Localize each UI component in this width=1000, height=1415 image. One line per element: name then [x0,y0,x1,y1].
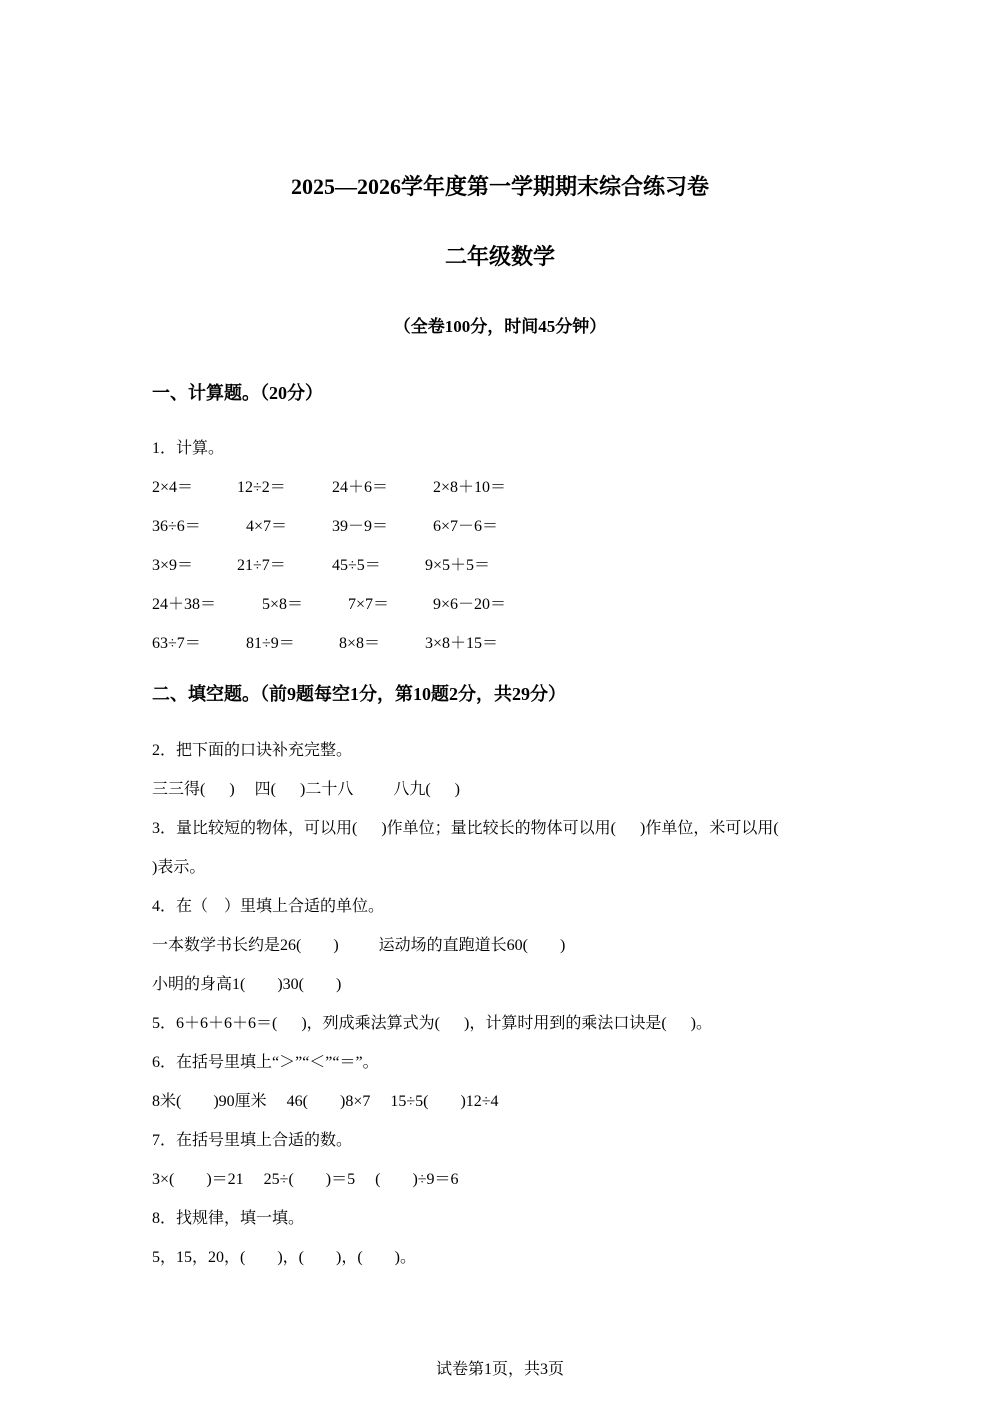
calc-item: 8×8＝ [339,635,381,652]
question-line: )表示。 [152,859,206,876]
question-line: 三三得( ) 四( )二十八 八九( ) [152,781,460,798]
calc-item: 9×5＋5＝ [425,557,491,574]
calc-item: 39－9＝ [332,518,389,535]
calc-item: 2×4＝ [152,479,194,496]
section-1-heading: 一、计算题。（20分） [152,383,323,403]
calc-item: 5×8＝ [262,596,304,613]
question-line: 5．6＋6＋6＋6＝( )，列成乘法算式为( )，计算时用到的乘法口诀是( )。 [152,1015,712,1032]
calc-row [152,474,506,497]
question-line: 4．在（ ）里填上合适的单位。 [152,898,385,915]
calc-item: 24＋38＝ [152,596,217,613]
question-line: 3×( )＝21 25÷( )＝5 ( )÷9＝6 [152,1171,459,1188]
question-line: 7．在括号里填上合适的数。 [152,1132,353,1149]
calc-row [152,591,506,614]
calc-item: 3×8＋15＝ [425,635,499,652]
calc-item: 9×6－20＝ [433,596,507,613]
question-line: 2．把下面的口诀补充完整。 [152,742,353,759]
page-subtitle: 二年级数学 [444,244,555,269]
calc-item: 3×9＝ [152,557,194,574]
question-1-label: 1．计算。 [152,440,225,457]
calc-row [152,513,498,536]
question-line: 5，15，20，( )，( )，( )。 [152,1249,416,1266]
calc-row [152,552,490,575]
section-2-heading: 二、填空题。（前9题每空1分，第10题2分，共29分） [152,684,566,704]
question-line: 8．找规律，填一填。 [152,1210,305,1227]
calc-item: 2×8＋10＝ [433,479,507,496]
calc-item: 36÷6＝ [152,518,201,535]
exam-note: （全卷100分，时间45分钟） [393,317,607,336]
calc-item: 6×7－6＝ [433,518,499,535]
calc-item: 21÷7＝ [237,557,286,574]
question-line: 小明的身高1( )30( ) [152,976,342,993]
calc-item: 12÷2＝ [237,479,286,496]
page-footer: 试卷第1页，共3页 [435,1361,564,1378]
calc-row [152,630,498,653]
calc-item: 7×7＝ [348,596,390,613]
calc-item: 24＋6＝ [332,479,389,496]
page-title: 2025—2026学年度第一学期期末综合练习卷 [290,174,709,199]
question-line: 一本数学书长约是26( ) 运动场的直跑道长60( ) [152,937,566,954]
calc-item: 81÷9＝ [246,635,295,652]
calc-item: 4×7＝ [246,518,288,535]
question-line: 3．量比较短的物体，可以用( )作单位；量比较长的物体可以用( )作单位，米可以用( [152,820,779,837]
question-line: 6．在括号里填上“＞”“＜”“＝”。 [152,1054,379,1071]
calc-item: 63÷7＝ [152,635,201,652]
calc-item: 45÷5＝ [332,557,381,574]
question-line: 8米( )90厘米 46( )8×7 15÷5( )12÷4 [152,1093,499,1110]
